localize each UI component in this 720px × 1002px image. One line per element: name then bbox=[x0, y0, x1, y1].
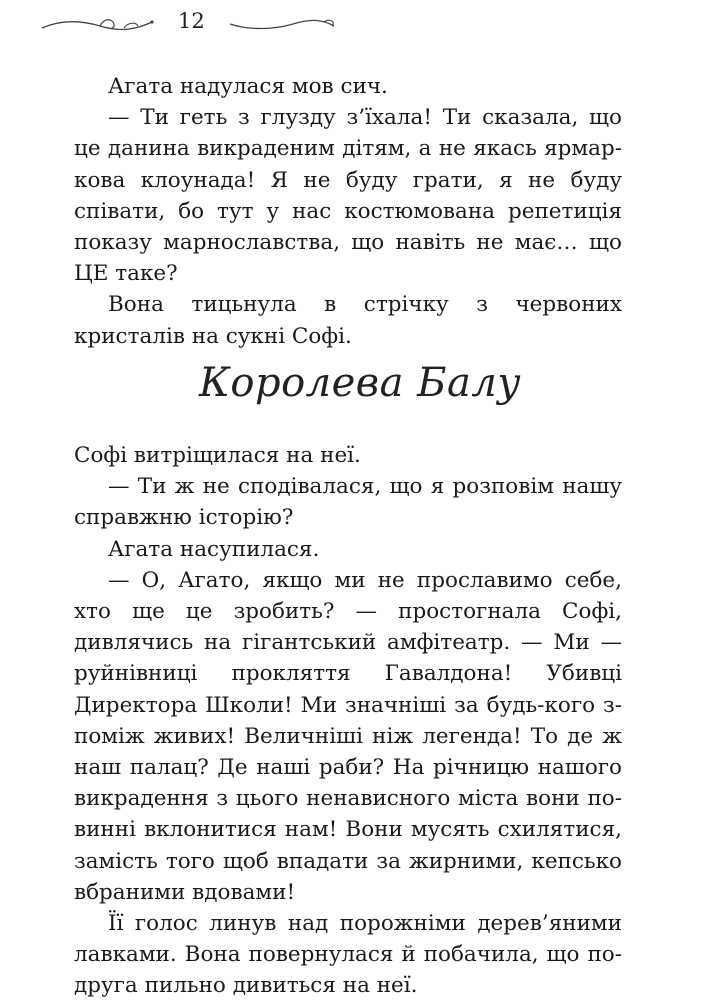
page-number: 12 bbox=[178, 9, 205, 33]
text-block-top bbox=[74, 71, 622, 352]
paragraph: — Ти геть з глузду з’їхала! Ти сказала, що це данина викраденим дітям, а не якась ярмаркова клоунада! Я не буду грати, я не буду співати, бо тут у нас костюмована репетиція показу марнославства, що навіть не має… що ЦЕ таке? bbox=[74, 105, 622, 287]
paragraph: Агата надулася мов сич. bbox=[108, 74, 388, 99]
paragraph: Агата насупилася. bbox=[108, 536, 320, 562]
paragraph: — Ти ж не сподівалася, що я розповім нашу справжню історію? bbox=[74, 474, 622, 531]
text-block-bottom bbox=[74, 440, 622, 1002]
chapter-title: Королева Балу bbox=[198, 360, 522, 406]
flourish-ornament-left-icon bbox=[40, 14, 160, 36]
paragraph: Вона тицьнула в стрічку з червоних кристалів на сукні Софі. bbox=[74, 292, 622, 349]
flourish-ornament-right-icon bbox=[228, 14, 338, 36]
paragraph: Софі витріщилася на неї. bbox=[74, 443, 361, 468]
paragraph: — О, Агато, якщо ми не прославимо себе, хто ще це зробить? — простогнала Софі, дивлячись на гігантський амфітеатр. — Ми — руйнівниці прокляття Гавалдона! Убивці Директора Школи! Ми значніші за будь-кого з-поміж живих! Величніші ніж легенда! То де ж наш палац? Де наші раби? На річницю нашого викрадення з цього ненависного міста вони повинні вклонитися нам! Вони мусять схилятися, замість того щоб впадати за жирними, кепсько вбраними вдовами! bbox=[74, 567, 622, 905]
paragraph: Її голос линув над порожніми дерев’яними лавками. Вона повернулася й побачила, що подруга пильно дивиться на неї. bbox=[74, 911, 622, 999]
page-header bbox=[0, 6, 720, 40]
